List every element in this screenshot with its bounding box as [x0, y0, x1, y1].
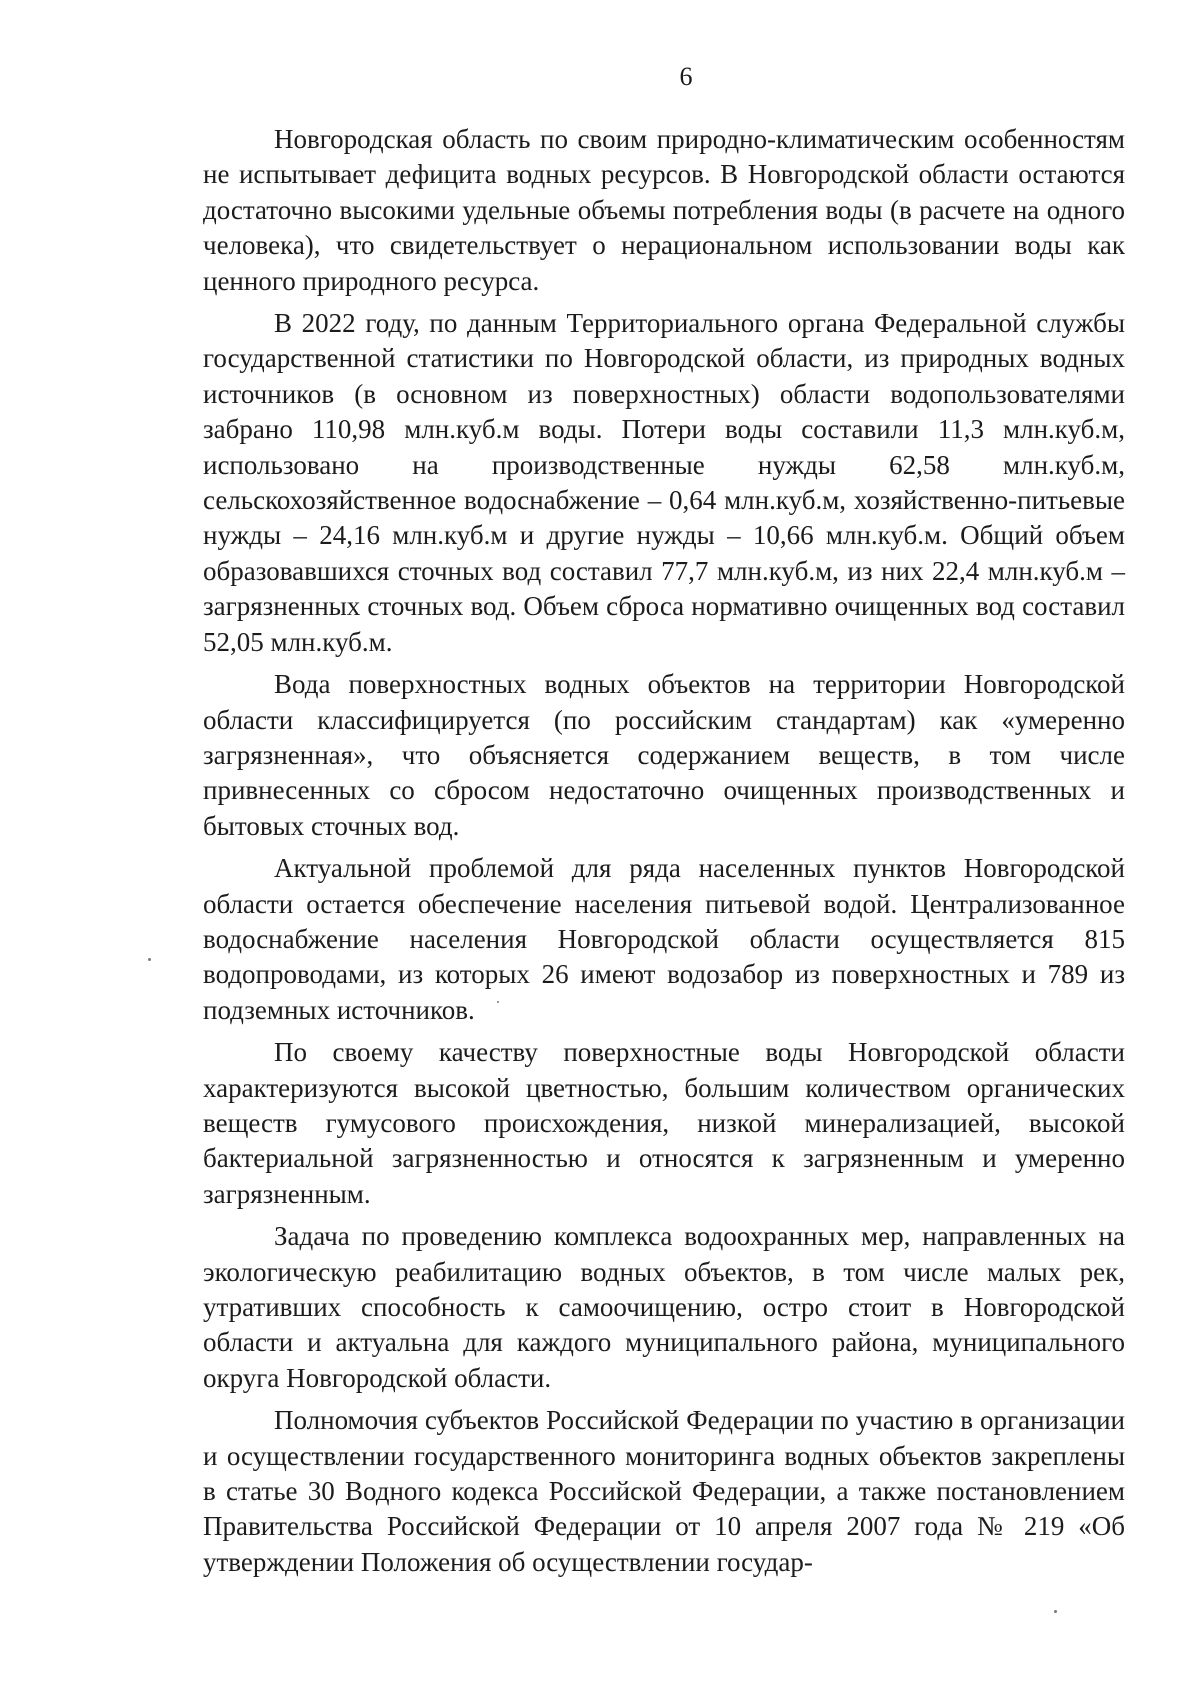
page-number: 6 [679, 62, 693, 91]
paragraph-surface-water-classification: Вода поверхностных водных объектов на территории Новгородской области классифицируется (по российским стандартам) как «умеренно загрязненная», что объясняется содержанием веществ, в том числе привнесенных со сбросом недостаточно очищенных производственных и бытовых сточных вод. [203, 669, 1125, 841]
paragraph-water-protection-task: Задача по проведению комплекса водоохранных мер, направленных на экологическую реабилитацию водных объектов, в том числе малых рек, утративших способность к самоочищению, остро стоит в Новгородской области и актуальна для каждого муниципального района, муниципального округа Новгородской области. [203, 1221, 1125, 1393]
scan-speck [148, 958, 151, 961]
scan-speck [1054, 1610, 1057, 1613]
paragraph-drinking-water-supply: Актуальной проблемой для ряда населенных пунктов Новгородской области остается обеспечение населения питьевой водой. Централизованное водоснабжение населения Новгородской области осуществляется 815 водопроводами, из которых 26 имеют водозабор из поверхностных и 789 из подземных источников. [203, 853, 1125, 1025]
paragraph-water-resources: Новгородская область по своим природно-климатическим особенностям не испытывает дефицита водных ресурсов. В Новгородской области остаются достаточно высокими удельные объемы потребления воды (в расчете на одного человека), что свидетельствует о нерациональном использовании воды как ценного природного ресурса. [203, 124, 1125, 296]
paragraph-water-statistics-2022: В 2022 году, по данным Территориального органа Федеральной службы государственной статистики по Новгородской области, из природных водных источников (в основном из поверхностных) области водопользователями забрано 110,98 млн.куб.м воды. Потери воды составили 11,3 млн.куб.м, использовано на производственные нужды 62,58 млн.куб.м, сельскохозяйственное водоснабжение – 0,64 млн.куб.м, хозяйственно-питьевые нужды – 24,16 млн.куб.м и другие нужды – 10,66 млн.куб.м. Общий объем образовавшихся сточных вод составил 77,7 млн.куб.м, из них 22,4 млн.куб.м – загрязненных сточных вод. Объем сброса нормативно очищенных вод составил 52,05 млн.куб.м. [203, 308, 1125, 657]
paragraph-surface-water-quality: По своему качеству поверхностные воды Новгородской области характеризуются высокой цветностью, большим количеством органических веществ гумусового происхождения, низкой минерализацией, высокой бактериальной загрязненностью и относятся к загрязненным и умеренно загрязненным. [203, 1037, 1125, 1209]
paragraph-monitoring-authority: Полномочия субъектов Российской Федерации по участию в организации и осуществлении государственного мониторинга водных объектов закреплены в статье 30 Водного кодекса Российской Федерации, а также постановлением Правительства Российской Федерации от 10 апреля 2007 года № 219 «Об утверждении Положения об осуществлении государ- [203, 1405, 1125, 1577]
document-body [203, 122, 1125, 1587]
scan-speck [497, 1001, 499, 1003]
